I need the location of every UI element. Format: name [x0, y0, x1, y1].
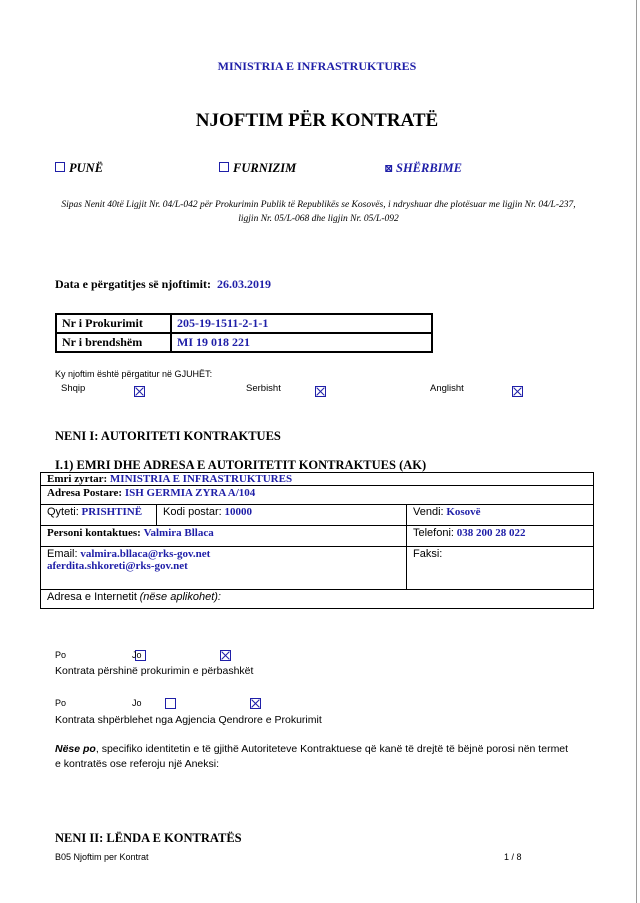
section1-title: NENI I: AUTORITETI KONTRAKTUES: [55, 429, 281, 443]
reference-table: [55, 313, 433, 353]
preparation-date: [55, 277, 271, 292]
internal-no-value: MI 19 018 221: [171, 333, 432, 352]
country-value: Kosovë: [446, 506, 481, 518]
email-label: Email:: [47, 548, 78, 560]
page-title: NJOFTIM PËR KONTRATË: [195, 110, 439, 131]
fax-cell: [407, 547, 594, 590]
languages-title: Ky njoftim është përgatitur në GJUHËT:: [55, 369, 213, 379]
official-name-label: Emri zyrtar:: [47, 473, 108, 485]
section2-title: NENI II: LËNDA E KONTRATËS: [55, 831, 242, 845]
central-po-checkbox[interactable]: [165, 698, 176, 709]
lang-shqip-label: Shqip: [61, 383, 86, 394]
procurement-no-label: Nr i Prokurimit: [56, 314, 171, 333]
lang-shqip-checkbox[interactable]: [134, 386, 145, 397]
joint-po-label: Po: [55, 650, 67, 660]
page-edge: [636, 0, 637, 903]
postal-address-value: ISH GERMIA ZYRA A/104: [124, 487, 256, 499]
zip-value: 10000: [224, 506, 252, 518]
ministry-name: MINISTRIA E INFRASTRUKTURES: [217, 59, 417, 73]
lang-serbisht-checkbox[interactable]: [315, 386, 326, 397]
phone-value: 038 200 28 022: [456, 527, 526, 539]
phone-cell: [407, 526, 594, 547]
lang-anglisht-label: Anglisht: [430, 383, 464, 394]
fax-label: Faksi:: [413, 548, 443, 560]
footer-doc: B05 Njoftim per Kontrat: [55, 852, 149, 862]
contact-label: Personi kontaktues:: [47, 527, 141, 539]
country-label: Vendi:: [413, 506, 444, 518]
procurement-no-value: 205-19-1511-2-1-1: [171, 314, 432, 333]
official-name-cell: [41, 473, 594, 486]
web-address-label: Adresa e Internetit: [47, 591, 137, 603]
email-value-1[interactable]: valmira.bllaca@rks-gov.net: [80, 548, 211, 560]
city-cell: [41, 505, 157, 526]
internal-no-label: Nr i brendshëm: [56, 333, 171, 352]
joint-procurement-text: Kontrata përshinë prokurimin e përbashkët: [55, 665, 254, 677]
email-value-2[interactable]: aferdita.shkoreti@rks-gov.net: [47, 560, 188, 572]
central-po-label: Po: [55, 698, 67, 708]
legal-basis: Sipas Nenit 40të Ligjit Nr. 04/L-042 për Prokurimin Publik të Republikës se Kosovës, i ndryshuar dhe plotësuar me ligjin Nr. 04/L-237, ligjin Nr. 05/L-068 dhe ligjin Nr. 05/L-092: [61, 200, 576, 224]
joint-jo-label: Jo: [132, 650, 142, 660]
type-sherbime[interactable]: [384, 161, 462, 176]
nese-po-paragraph: [55, 742, 575, 772]
checkbox-unchecked-icon: [219, 162, 229, 172]
checkbox-unchecked-icon: [55, 162, 65, 172]
country-cell: [407, 505, 594, 526]
type-furnizim[interactable]: [219, 161, 296, 176]
city-value: PRISHTINË: [81, 506, 143, 518]
authority-table: [40, 472, 594, 609]
lang-serbisht-label: Serbisht: [246, 383, 281, 394]
date-label: Data e përgatitjes së njoftimit:: [55, 277, 211, 291]
nese-po-rest: , specifiko identitetin e të gjithë Autoriteteve Kontraktuese që kanë të drejtë të bëjnë porosi nën termet e kontratës ose referoju një Aneksi:: [55, 743, 569, 770]
central-agency-text: Kontrata shpërblehet nga Agjencia Qendrore e Prokurimit: [55, 714, 322, 726]
email-cell: [41, 547, 407, 590]
central-jo-checkbox[interactable]: [250, 698, 261, 709]
section1-subtitle: I.1) EMRI DHE ADRESA E AUTORITETIT KONTRAKTUES (AK): [55, 458, 427, 472]
checkbox-checked-icon: ⊠: [384, 163, 394, 175]
web-address-note: (nëse aplikohet):: [139, 591, 221, 603]
postal-address-label: Adresa Postare:: [47, 487, 123, 499]
central-jo-label: Jo: [132, 698, 142, 708]
nese-po-lead: Nëse po: [55, 743, 96, 755]
city-label: Qyteti:: [47, 506, 79, 518]
zip-label: Kodi postar:: [163, 506, 222, 518]
type-pune-label: PUNË: [69, 161, 104, 175]
postal-address-cell: [41, 486, 594, 505]
contact-value: Valmira Bllaca: [143, 527, 214, 539]
type-pune[interactable]: [55, 161, 103, 176]
date-value: 26.03.2019: [216, 277, 271, 291]
web-address-cell: [41, 590, 594, 609]
official-name-value: MINISTRIA E INFRASTRUKTURES: [109, 473, 293, 485]
footer-page: 1 / 8: [504, 852, 522, 862]
lang-anglisht-checkbox[interactable]: [512, 386, 523, 397]
joint-jo-checkbox[interactable]: [220, 650, 231, 661]
phone-label: Telefoni:: [413, 527, 454, 539]
type-sherbime-label: SHËRBIME: [396, 161, 463, 175]
type-furnizim-label: FURNIZIM: [233, 161, 297, 175]
contact-cell: [41, 526, 407, 547]
zip-cell: [157, 505, 407, 526]
